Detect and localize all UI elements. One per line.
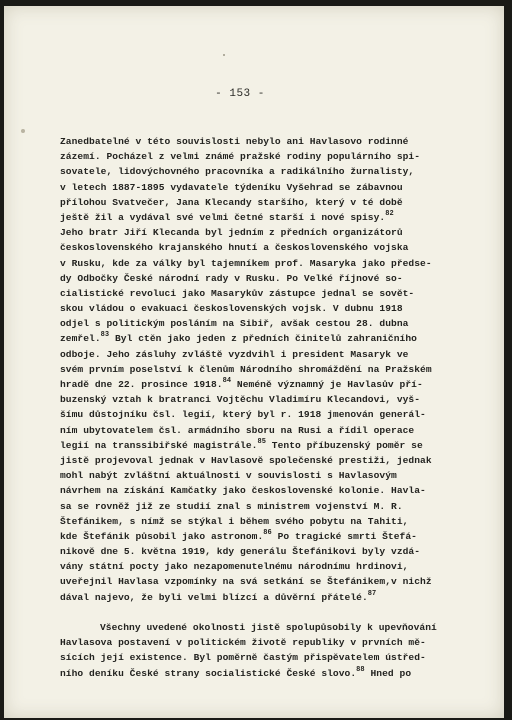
line-text: v Rusku, kde za války byl tajemníkem prof. Masaryka jako předse-	[60, 257, 432, 269]
text-line	[60, 210, 440, 225]
line-text: zázemí. Pocházel z velmi známé pražské rodiny populárního spi-	[60, 151, 421, 163]
footnote-marker: 85	[257, 437, 266, 446]
line-text-continued: Hned po	[364, 667, 412, 679]
footnote-marker: 86	[263, 528, 272, 537]
line-text: ním ubytovatelem čsl. armádního sboru na Rusi a řídil operace	[60, 424, 415, 436]
line-text: legií na transsibiřské magistrále.	[60, 439, 258, 451]
line-text: odjel s politickým posláním na Sibiř, avšak cestou 28. dubna	[60, 318, 409, 330]
text-line	[60, 453, 440, 468]
line-text: Všechny uvedené okolnosti jistě spolupůsobily k upevňování	[100, 622, 437, 633]
text-line	[60, 286, 440, 301]
text-line	[60, 256, 440, 271]
text-line	[60, 180, 440, 195]
line-text: sovatele, lidovýchovného pracovníka a radikálního žurnalisty,	[60, 166, 415, 178]
line-text: sa se rovněž již ze studií znal s ministrem vojenství M. R.	[60, 500, 403, 512]
text-line	[60, 423, 440, 438]
text-line	[60, 164, 440, 179]
text-line	[60, 438, 440, 453]
line-text: československého krajanského hnutí a československého vojska	[60, 242, 409, 254]
text-line	[60, 483, 440, 498]
line-text: v letech 1887-1895 vydavatele týdeníku Vyšehrad se zábavnou	[60, 181, 403, 193]
line-text: dával najevo, že byli velmi blízcí a důvěrní přátelé.	[60, 591, 368, 603]
footnote-marker: 83	[100, 331, 110, 340]
text-line	[60, 590, 440, 605]
line-text: Havlasova postavení v politickém životě republiky v prvních mě-	[60, 637, 426, 649]
text-line	[60, 635, 440, 650]
paper-speck	[223, 54, 225, 56]
line-text: jistě projevoval jednak v Havlasově společenské prestiži, jednak	[60, 454, 432, 466]
line-text: sících její existence. Byl poměrně častým přispěvatelem ústřed-	[60, 652, 426, 664]
text-line	[60, 271, 440, 286]
document-page	[4, 6, 504, 718]
line-text: Zanedbatelné v této souvislosti nebylo ani Havlasovo rodinné	[60, 136, 409, 147]
footnote-marker: 84	[222, 377, 232, 385]
line-text: mohl nabýt zvláštní aktuálnosti v souvislosti s Havlasovým	[60, 470, 397, 482]
text-line	[60, 514, 440, 529]
text-line	[60, 240, 440, 255]
text-line	[60, 407, 440, 422]
line-text: návrhem na získání Kamčatky jako československé kolonie. Havla-	[60, 485, 426, 497]
line-text: vány státní pocty jako nezapomenutelnému národnímu hrdinovi,	[60, 561, 409, 573]
text-line	[60, 544, 440, 559]
line-text: ještě žil a vydával své velmi četné starší i nové spisy.	[60, 211, 386, 223]
text-line	[60, 499, 440, 514]
line-text: Štefánikem, s nímž se stýkal i během svého pobytu na Tahiti,	[60, 515, 409, 527]
text-line	[60, 301, 440, 316]
text-line	[60, 377, 440, 392]
text-line	[60, 331, 440, 346]
text-line	[60, 559, 440, 574]
footnote-marker: 82	[385, 209, 394, 218]
text-line	[60, 316, 440, 331]
line-text-continued: Neméně významný je Havlasův pří-	[231, 379, 423, 390]
line-text: uveřejnil Havlasa vzpomínky na svá setkání se Štefánikem,v nichž	[60, 576, 432, 588]
paragraph-gap	[60, 605, 440, 620]
footnote-marker: 88	[356, 665, 365, 674]
footnote-marker: 87	[367, 589, 377, 598]
line-text-continued: Tento příbuzenský poměr se	[265, 439, 423, 451]
punch-hole-mark	[21, 129, 25, 133]
line-text: svém prvním poselství k členům Národního shromáždění na Pražském	[60, 363, 432, 375]
line-text: zemřel.	[60, 333, 101, 345]
line-text: ního deníku České strany socialistické České slovo.	[60, 667, 357, 679]
text-line	[60, 392, 440, 407]
page-number: - 153 -	[215, 88, 265, 100]
text-line	[60, 195, 440, 210]
line-text: dy Odbočky České národní rady v Rusku. Po Velké říjnové so-	[60, 272, 403, 284]
text-line	[60, 468, 440, 483]
text-line	[60, 650, 440, 665]
line-text: šímu důstojníku čsl. legií, který byl r. 1918 jmenován generál-	[60, 409, 426, 421]
text-line	[60, 149, 440, 164]
line-text-continued: Byl ctěn jako jeden z předních činitelů zahraničního	[109, 333, 417, 345]
line-text: kde Štefánik působil jako astronom.	[60, 530, 264, 542]
text-line	[60, 620, 440, 635]
text-line	[60, 225, 440, 240]
text-line	[60, 666, 440, 681]
line-text: Jeho bratr Jiří Klecanda byl jedním z předních organizátorů	[60, 227, 403, 239]
line-text-continued: Po tragické smrti Štefá-	[271, 530, 417, 542]
text-line	[60, 574, 440, 589]
text-line	[60, 347, 440, 362]
line-text: přílohou Svatvečer, Jana Klecandy staršího, který v té době	[60, 196, 403, 208]
line-text: nikově dne 5. května 1919, kdy generálu Štefánikovi byly vzdá-	[60, 546, 421, 558]
line-text: odboje. Jeho zásluhy zvláště vyzdvihl i president Masaryk ve	[60, 348, 409, 360]
text-line	[60, 529, 440, 544]
line-text: buzenský vztah k bratranci Vojtěchu Vladimíru Klecandovi, vyš-	[60, 394, 421, 406]
line-text: hradě dne 22. prosince 1918.	[60, 379, 223, 390]
line-text: cialistické revoluci jako Masarykův zástupce jednal se sovět-	[60, 287, 415, 299]
body-text	[60, 134, 440, 681]
line-text: skou vládou o evakuaci československých vojsk. V dubnu 1918	[60, 303, 403, 315]
text-line	[60, 362, 440, 377]
text-line	[60, 134, 440, 149]
